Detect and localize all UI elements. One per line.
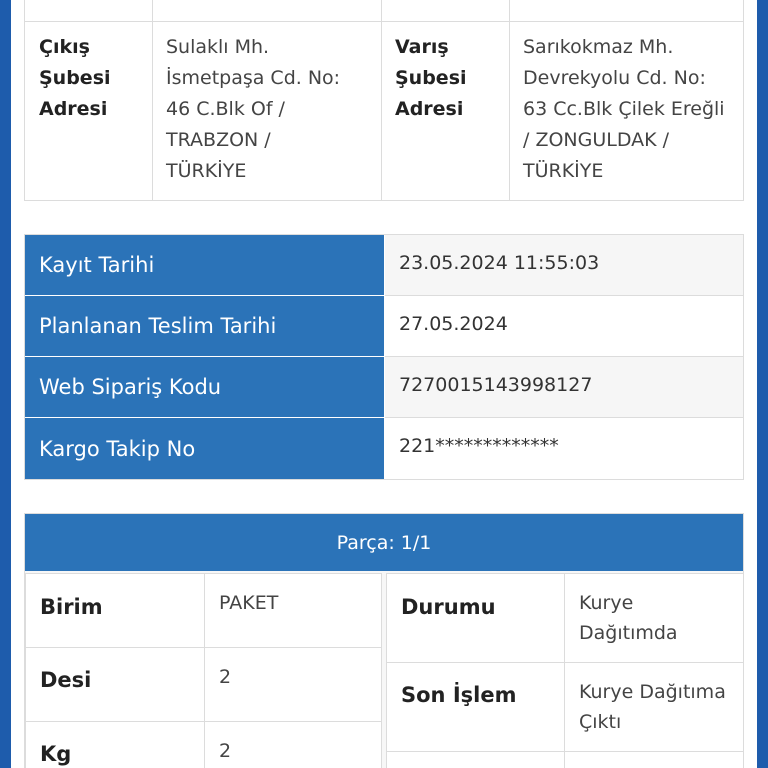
desi-value: 2 bbox=[204, 647, 382, 722]
divider bbox=[509, 0, 510, 200]
next-row-label-cell bbox=[386, 751, 565, 768]
info-label: Kayıt Tarihi bbox=[25, 235, 384, 296]
info-value: 7270015143998127 bbox=[385, 357, 743, 418]
last-operation-value: Kurye Dağıtıma Çıktı bbox=[564, 662, 744, 752]
info-row-tracking-number bbox=[25, 418, 743, 479]
info-row-planned-delivery bbox=[25, 296, 743, 357]
unit-label: Birim bbox=[25, 573, 205, 648]
info-value: 221************* bbox=[399, 435, 559, 457]
kg-value: 2 bbox=[204, 721, 382, 768]
status-value: Kurye Dağıtımda bbox=[564, 573, 744, 663]
desi-label: Desi bbox=[25, 647, 205, 722]
destination-branch-address-label: Varış Şubesi Adresi bbox=[395, 36, 467, 120]
next-row-value-cell bbox=[564, 751, 744, 768]
info-row-registration-date bbox=[25, 235, 743, 296]
destination-branch-address-value: Sarıkokmaz Mh. Devrekyolu Cd. No: 63 Cc.Blk Çilek Ereğli / ZONGULDAK / TÜRKİYE bbox=[523, 36, 725, 182]
status-label: Durumu bbox=[386, 573, 565, 663]
origin-branch-address-label: Çıkış Şubesi Adresi bbox=[39, 36, 111, 120]
info-label: Web Sipariş Kodu bbox=[25, 357, 384, 418]
info-row-web-order-code bbox=[25, 357, 743, 418]
package-piece-table bbox=[24, 513, 744, 768]
divider bbox=[152, 0, 153, 200]
address-table-top-row bbox=[25, 0, 743, 22]
kg-label: Kg bbox=[25, 721, 205, 768]
unit-value: PAKET bbox=[204, 573, 382, 648]
divider bbox=[381, 0, 382, 200]
shipment-info-table bbox=[24, 234, 744, 480]
branch-address-table bbox=[24, 0, 744, 201]
info-label: Kargo Takip No bbox=[25, 418, 384, 479]
info-label: Planlanan Teslim Tarihi bbox=[25, 296, 384, 357]
info-value: 27.05.2024 bbox=[385, 296, 743, 357]
origin-branch-address-value: Sulaklı Mh. İsmetpaşa Cd. No: 46 C.Blk Of / TRABZON / TÜRKİYE bbox=[166, 36, 341, 182]
info-value: 23.05.2024 11:55:03 bbox=[385, 235, 743, 296]
last-operation-label: Son İşlem bbox=[386, 662, 565, 752]
piece-title: Parça: 1/1 bbox=[25, 514, 743, 571]
tracking-page bbox=[11, 0, 757, 768]
